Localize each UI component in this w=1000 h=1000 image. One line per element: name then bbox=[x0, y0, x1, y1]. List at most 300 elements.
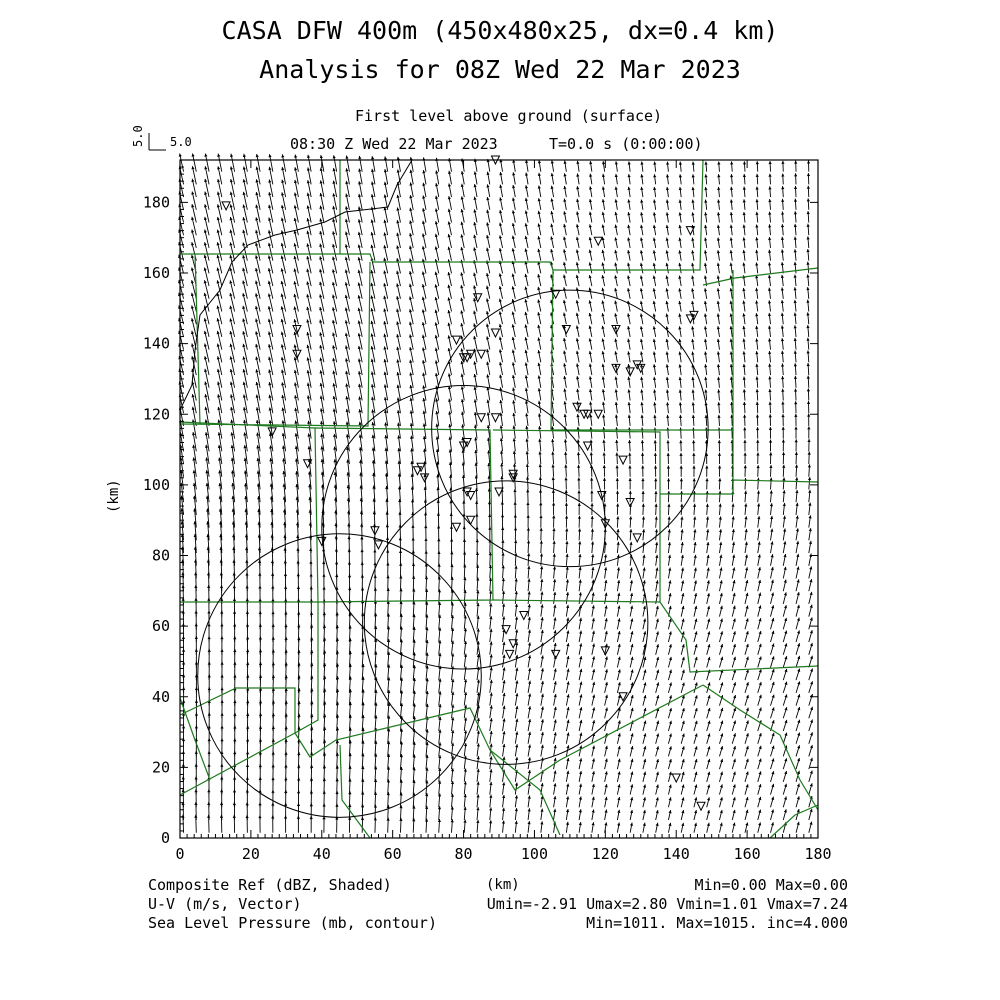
wind-vector-head bbox=[319, 256, 322, 259]
wind-vector-head bbox=[553, 554, 556, 557]
wind-vector-head bbox=[500, 476, 503, 479]
wind-vector-head bbox=[358, 333, 361, 336]
wind-vector bbox=[565, 503, 568, 515]
wind-vector bbox=[566, 554, 569, 566]
wind-vector bbox=[463, 539, 466, 553]
wind-vector bbox=[528, 630, 531, 642]
wind-vector bbox=[438, 653, 441, 667]
wind-vector-head bbox=[358, 181, 361, 184]
wind-vector bbox=[563, 287, 566, 299]
wind-vector bbox=[451, 653, 454, 667]
wind-vector-head bbox=[229, 242, 232, 245]
wind-vector-head bbox=[553, 566, 556, 569]
wind-vector-head bbox=[358, 282, 361, 285]
wind-vector-head bbox=[499, 299, 502, 302]
wind-vector bbox=[564, 161, 567, 172]
wind-vector-head bbox=[525, 363, 528, 366]
wind-vector bbox=[554, 694, 557, 706]
wind-vector bbox=[502, 795, 505, 807]
wind-vector bbox=[489, 807, 492, 820]
wind-vector bbox=[398, 512, 401, 528]
wind-vector bbox=[515, 731, 518, 743]
wind-vector-head bbox=[409, 182, 412, 185]
wind-vector-head bbox=[297, 701, 300, 704]
wind-vector-head bbox=[217, 268, 220, 271]
wind-vector bbox=[527, 821, 530, 833]
wind-vector bbox=[563, 401, 566, 413]
wind-vector bbox=[512, 426, 515, 439]
wind-vector bbox=[486, 286, 490, 299]
wind-vector bbox=[566, 579, 569, 591]
wind-vector-head bbox=[435, 360, 438, 363]
wind-vector-head bbox=[345, 346, 348, 349]
wind-vector bbox=[361, 792, 364, 808]
wind-vector bbox=[512, 198, 515, 210]
wind-vector bbox=[502, 667, 505, 680]
wind-vector bbox=[499, 362, 503, 375]
wind-vector bbox=[474, 425, 477, 439]
wind-vector bbox=[500, 425, 503, 438]
wind-vector bbox=[499, 337, 503, 350]
wind-vector bbox=[502, 680, 505, 693]
wind-vector-head bbox=[512, 350, 515, 353]
wind-vector bbox=[528, 796, 531, 808]
wind-vector-head bbox=[345, 194, 348, 197]
wind-vector bbox=[554, 707, 557, 719]
wind-vector-head bbox=[268, 293, 271, 296]
wind-vector bbox=[473, 361, 477, 375]
wind-vector-head bbox=[255, 255, 258, 258]
wind-vector-head bbox=[436, 487, 439, 490]
wind-vector bbox=[437, 513, 440, 528]
wind-vector bbox=[422, 271, 426, 286]
wind-vector bbox=[448, 411, 451, 426]
wind-vector-head bbox=[512, 274, 515, 277]
wind-vector bbox=[528, 757, 531, 769]
wind-vector bbox=[460, 285, 464, 299]
wind-vector bbox=[528, 783, 531, 795]
wind-vector bbox=[486, 273, 490, 286]
wind-vector-head bbox=[310, 714, 313, 717]
wind-vector-head bbox=[229, 306, 232, 309]
wind-vector bbox=[422, 347, 426, 362]
wind-vector-head bbox=[473, 311, 476, 314]
wind-vector bbox=[438, 793, 441, 807]
wind-vector bbox=[525, 363, 528, 376]
wind-vector-head bbox=[447, 323, 450, 326]
wind-vector-head bbox=[566, 656, 569, 659]
wind-vector bbox=[409, 360, 413, 375]
wind-vector-head bbox=[319, 244, 322, 247]
wind-vector bbox=[464, 692, 467, 706]
wind-vector bbox=[538, 198, 541, 210]
wind-vector-head bbox=[204, 394, 207, 397]
wind-vector-head bbox=[268, 331, 271, 334]
wind-vector-head bbox=[384, 169, 387, 172]
wind-vector bbox=[501, 553, 504, 566]
wind-vector-head bbox=[563, 249, 566, 252]
wind-vector bbox=[435, 398, 439, 413]
wind-vector-head bbox=[554, 668, 557, 671]
wind-vector bbox=[514, 527, 517, 540]
wind-vector-head bbox=[230, 166, 233, 169]
wind-vector-head bbox=[230, 192, 233, 195]
wind-vector bbox=[489, 616, 492, 629]
wind-vector bbox=[448, 183, 452, 197]
wind-vector-head bbox=[349, 638, 352, 641]
wind-vector-head bbox=[345, 371, 348, 374]
wind-vector-head bbox=[512, 312, 515, 315]
wind-vector bbox=[451, 641, 454, 655]
x-axis-label: (km) bbox=[486, 877, 520, 893]
wind-vector bbox=[475, 475, 478, 489]
wind-vector bbox=[513, 438, 516, 451]
wind-vector-head bbox=[268, 217, 271, 220]
wind-vector bbox=[515, 668, 518, 680]
wind-vector-head bbox=[537, 350, 540, 353]
wind-vector-head bbox=[371, 346, 374, 349]
wind-vector bbox=[460, 234, 464, 248]
wind-vector-head bbox=[345, 295, 348, 298]
wind-vector-head bbox=[323, 663, 326, 666]
wind-vector-head bbox=[217, 255, 220, 258]
wind-vector bbox=[435, 335, 439, 350]
wind-vector-head bbox=[384, 372, 387, 375]
wind-vector bbox=[450, 551, 453, 565]
wind-vector-head bbox=[230, 394, 233, 397]
wind-vector-head bbox=[525, 223, 528, 226]
wind-vector bbox=[425, 627, 428, 642]
wind-vector bbox=[464, 769, 467, 782]
wind-vector-head bbox=[191, 331, 194, 334]
wind-vector bbox=[552, 477, 555, 489]
wind-vector-head bbox=[256, 154, 259, 157]
wind-vector bbox=[437, 525, 440, 540]
wind-vector bbox=[538, 160, 541, 171]
wind-vector-head bbox=[566, 720, 569, 723]
wind-vector bbox=[489, 552, 492, 566]
wind-vector bbox=[527, 540, 530, 553]
wind-vector bbox=[422, 360, 426, 375]
wind-vector-head bbox=[255, 319, 258, 322]
wind-vector-head bbox=[281, 281, 284, 284]
wind-vector-head bbox=[473, 209, 476, 212]
wind-vector-head bbox=[245, 534, 248, 537]
wind-vector bbox=[460, 272, 464, 286]
wind-vector bbox=[425, 742, 428, 756]
wind-vector-head bbox=[307, 167, 310, 170]
wind-vector bbox=[486, 324, 490, 337]
wind-vector-head bbox=[323, 740, 326, 743]
wind-vector-head bbox=[514, 502, 517, 505]
wind-vector-head bbox=[242, 318, 245, 321]
wind-vector bbox=[525, 211, 528, 223]
wind-vector bbox=[426, 678, 429, 693]
wind-vector-head bbox=[486, 349, 489, 352]
wind-vector bbox=[461, 361, 465, 375]
wind-vector bbox=[448, 209, 452, 223]
wind-vector-head bbox=[539, 490, 542, 493]
wind-vector-head bbox=[358, 371, 361, 374]
wind-vector bbox=[448, 247, 452, 261]
wind-vector bbox=[396, 334, 400, 350]
wind-vector bbox=[409, 182, 413, 197]
wind-vector-head bbox=[499, 349, 502, 352]
wind-vector-head bbox=[319, 294, 322, 297]
wind-vector-head bbox=[255, 357, 258, 360]
wind-vector bbox=[449, 500, 452, 515]
wind-vector-head bbox=[307, 155, 310, 158]
wind-vector-head bbox=[461, 209, 464, 212]
wind-vector bbox=[540, 592, 543, 604]
wind-vector bbox=[447, 297, 451, 311]
wind-vector-head bbox=[294, 345, 297, 348]
wind-vector bbox=[502, 578, 505, 591]
wind-vector-head bbox=[460, 247, 463, 250]
wind-vector bbox=[461, 386, 465, 400]
wind-vector bbox=[512, 210, 515, 222]
wind-vector-head bbox=[460, 298, 463, 301]
wind-vector bbox=[512, 324, 516, 337]
wind-vector bbox=[477, 756, 480, 769]
wind-vector bbox=[502, 731, 505, 744]
wind-vector-head bbox=[412, 589, 415, 592]
wind-vector-head bbox=[217, 394, 220, 397]
wind-vector-head bbox=[371, 219, 374, 222]
wind-vector-head bbox=[230, 356, 233, 359]
wind-vector-head bbox=[268, 179, 271, 182]
wind-vector bbox=[447, 323, 451, 337]
wind-vector bbox=[566, 771, 569, 782]
wind-vector-head bbox=[475, 475, 478, 478]
wind-vector bbox=[451, 692, 454, 706]
wind-vector bbox=[473, 311, 477, 325]
wind-vector bbox=[464, 654, 467, 668]
wind-vector-head bbox=[383, 308, 386, 311]
wind-vector-head bbox=[230, 154, 233, 157]
wind-vector bbox=[489, 591, 492, 604]
wind-vector-head bbox=[204, 255, 207, 258]
wind-vector bbox=[563, 186, 566, 197]
wind-vector bbox=[473, 336, 477, 350]
wind-vector bbox=[410, 170, 414, 185]
wind-vector-head bbox=[448, 348, 451, 351]
wind-vector-head bbox=[204, 331, 207, 334]
wind-vector bbox=[473, 235, 477, 248]
wind-vector-head bbox=[461, 184, 464, 187]
wind-vector bbox=[449, 449, 452, 464]
wind-vector-head bbox=[422, 233, 425, 236]
wind-vector bbox=[525, 413, 528, 426]
wind-vector-head bbox=[268, 205, 271, 208]
wind-vector-head bbox=[242, 230, 245, 233]
wind-vector-head bbox=[217, 192, 220, 195]
wind-vector bbox=[512, 286, 516, 299]
wind-vector bbox=[409, 385, 413, 400]
wind-vector bbox=[538, 375, 541, 387]
wind-vector-head bbox=[473, 222, 476, 225]
wind-vector-head bbox=[384, 194, 387, 197]
wind-vector-head bbox=[564, 439, 567, 442]
wind-vector bbox=[537, 299, 541, 311]
wind-vector bbox=[525, 401, 528, 414]
wind-vector-head bbox=[537, 363, 540, 366]
wind-vector-head bbox=[387, 779, 390, 782]
wind-vector-head bbox=[526, 502, 529, 505]
wind-vector bbox=[514, 566, 517, 579]
wind-vector-head bbox=[524, 274, 527, 277]
wind-vector-head bbox=[204, 407, 207, 410]
wind-vector-head bbox=[383, 283, 386, 286]
wind-vector-field bbox=[178, 153, 813, 832]
wind-vector-head bbox=[332, 269, 335, 272]
wind-vector bbox=[540, 528, 543, 540]
wind-vector bbox=[486, 336, 490, 349]
wind-vector-head bbox=[435, 297, 438, 300]
wind-vector-head bbox=[332, 307, 335, 310]
wind-vector-head bbox=[384, 359, 387, 362]
wind-vector bbox=[451, 819, 454, 832]
wind-vector-head bbox=[499, 286, 502, 289]
wind-vector bbox=[438, 589, 441, 604]
wind-vector bbox=[525, 438, 528, 451]
wind-vector-head bbox=[323, 714, 326, 717]
wind-vector bbox=[515, 744, 518, 756]
wind-vector-head bbox=[435, 183, 438, 186]
wind-vector bbox=[515, 706, 518, 718]
wind-vector bbox=[502, 706, 505, 719]
wind-vector-head bbox=[345, 206, 348, 209]
wind-vector bbox=[490, 642, 493, 655]
wind-vector bbox=[499, 286, 503, 299]
wind-vector-head bbox=[537, 274, 540, 277]
wind-vector-head bbox=[512, 324, 515, 327]
wind-vector-head bbox=[463, 564, 466, 567]
wind-vector bbox=[525, 426, 528, 439]
wind-vector bbox=[566, 720, 569, 731]
wind-vector-head bbox=[396, 372, 399, 375]
wind-vector-head bbox=[242, 331, 245, 334]
wind-vector bbox=[435, 297, 439, 311]
wind-vector-head bbox=[204, 369, 207, 372]
wind-vector bbox=[563, 211, 566, 222]
wind-vector-head bbox=[268, 319, 271, 322]
wind-vector bbox=[461, 209, 465, 222]
wind-vector-head bbox=[396, 271, 399, 274]
wind-vector-head bbox=[525, 211, 528, 214]
wind-vector-head bbox=[307, 193, 310, 196]
wind-vector bbox=[438, 666, 441, 680]
wind-vector-head bbox=[332, 295, 335, 298]
wind-vector bbox=[514, 502, 517, 515]
wind-vector bbox=[422, 246, 426, 261]
wind-vector bbox=[477, 782, 480, 795]
wind-vector-head bbox=[435, 373, 438, 376]
wind-vector-head bbox=[579, 720, 582, 723]
wind-vector bbox=[435, 183, 439, 197]
wind-vector-head bbox=[422, 322, 425, 325]
wind-vector bbox=[451, 781, 454, 795]
wind-vector-head bbox=[449, 487, 452, 490]
wind-vector-head bbox=[554, 732, 557, 735]
wind-vector-head bbox=[460, 272, 463, 275]
wind-vector-head bbox=[297, 688, 300, 691]
wind-vector-head bbox=[306, 243, 309, 246]
wind-vector bbox=[490, 680, 493, 693]
wind-vector-head bbox=[370, 270, 373, 273]
wind-vector bbox=[449, 437, 452, 452]
wind-vector bbox=[438, 640, 441, 654]
wind-vector-head bbox=[306, 319, 309, 322]
wind-vector bbox=[396, 347, 400, 363]
wind-vector bbox=[563, 338, 566, 350]
wind-vector bbox=[550, 211, 553, 222]
wind-vector bbox=[554, 681, 557, 693]
wind-vector-head bbox=[242, 306, 245, 309]
wind-vector-head bbox=[396, 233, 399, 236]
wind-vector bbox=[553, 796, 556, 807]
wind-vector-head bbox=[422, 208, 425, 211]
wind-vector bbox=[486, 298, 490, 311]
wind-vector-head bbox=[540, 579, 543, 582]
wind-vector bbox=[422, 183, 426, 197]
wind-vector-head bbox=[191, 293, 194, 296]
wind-vector bbox=[475, 514, 478, 528]
reference-vector-vertical-label: 5.0 bbox=[131, 125, 145, 147]
wind-vector bbox=[512, 160, 515, 172]
wind-vector bbox=[512, 350, 516, 363]
wind-vector-head bbox=[409, 271, 412, 274]
wind-vector bbox=[486, 197, 489, 210]
wind-vector bbox=[553, 592, 556, 604]
wind-vector bbox=[540, 541, 543, 553]
wind-vector-head bbox=[306, 256, 309, 259]
wind-vector-head bbox=[383, 296, 386, 299]
wind-vector bbox=[461, 399, 464, 413]
wind-vector bbox=[461, 424, 464, 438]
wind-vector-head bbox=[460, 323, 463, 326]
wind-vector-head bbox=[320, 180, 323, 183]
wind-vector bbox=[563, 173, 566, 184]
wind-vector bbox=[540, 579, 543, 591]
wind-vector bbox=[502, 718, 505, 731]
wind-vector bbox=[528, 681, 531, 693]
wind-vector bbox=[487, 412, 490, 426]
wind-vector bbox=[515, 808, 518, 820]
sim-time-label: T=0.0 s (0:00:00) bbox=[549, 135, 703, 153]
wind-vector bbox=[541, 668, 544, 680]
wind-vector bbox=[399, 818, 402, 833]
wind-vector bbox=[461, 184, 465, 197]
wind-vector bbox=[435, 170, 439, 184]
wind-vector bbox=[435, 196, 439, 210]
wind-vector-head bbox=[412, 818, 415, 821]
wind-vector bbox=[579, 720, 582, 731]
wind-vector-head bbox=[514, 566, 517, 569]
wind-vector bbox=[438, 755, 441, 769]
wind-vector bbox=[512, 400, 515, 413]
wind-vector bbox=[409, 347, 413, 362]
wind-vector bbox=[537, 223, 540, 235]
wind-vector bbox=[579, 669, 582, 680]
wind-vector bbox=[538, 211, 541, 223]
wind-vector bbox=[553, 541, 556, 553]
wind-vector-head bbox=[204, 318, 207, 321]
wind-vector bbox=[554, 732, 557, 743]
wind-vector-head bbox=[422, 297, 425, 300]
wind-vector-head bbox=[294, 155, 297, 158]
wind-vector bbox=[538, 439, 541, 452]
